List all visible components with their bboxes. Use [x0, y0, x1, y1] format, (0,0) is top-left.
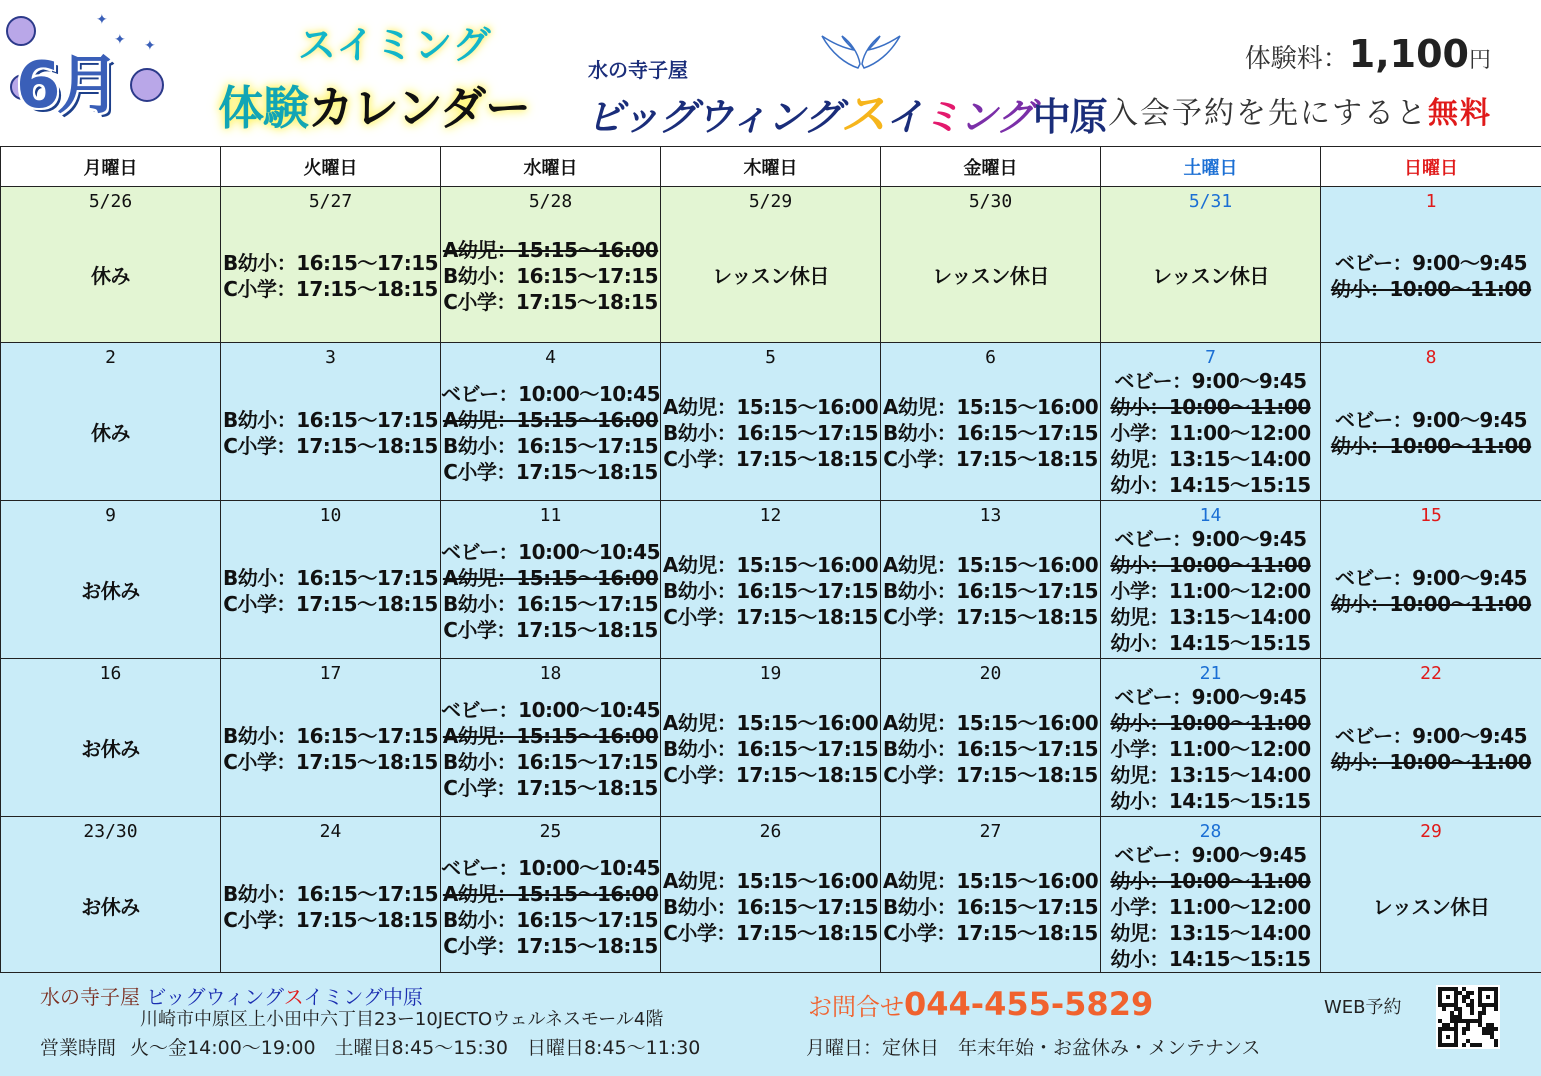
weekday-header-saturday: 土曜日 — [1101, 147, 1321, 187]
hydrangea-icon — [130, 68, 164, 102]
web-reservation-label: WEB予約 — [1324, 997, 1402, 1018]
class-slot: A幼児：15:15～16:00 — [882, 394, 1099, 419]
day-date: 18 — [539, 663, 562, 684]
class-slot: C小学：17:15～18:15 — [443, 289, 658, 314]
month-title: 6月 — [16, 49, 117, 123]
wing-icon — [818, 34, 904, 74]
day-schedule — [441, 529, 660, 658]
phone-contact — [808, 985, 1153, 1023]
class-slot: B幼小：16:15～17:15 — [882, 736, 1099, 761]
class-slot: C小学：17:15～18:15 — [883, 920, 1098, 945]
title-calendar: カレンダー — [308, 81, 531, 135]
class-slot: B幼小：16:15～17:15 — [442, 591, 659, 616]
week-row — [1, 187, 1541, 343]
week-row — [1, 343, 1541, 501]
day-cell[interactable] — [221, 343, 441, 501]
title-trial-calendar — [218, 72, 530, 138]
day-schedule — [1101, 684, 1320, 816]
day-date: 24 — [319, 821, 342, 842]
day-cell[interactable] — [441, 501, 661, 659]
week-row — [1, 817, 1541, 975]
class-slot: レッスン休日 — [1372, 894, 1490, 919]
day-schedule — [441, 215, 660, 342]
day-schedule — [1321, 687, 1541, 816]
class-slot: B幼小：16:15～17:15 — [662, 736, 879, 761]
class-slot: C小学：17:15～18:15 — [443, 617, 658, 642]
class-slot-full: A幼児：15:15～16:00 — [442, 407, 659, 432]
qr-module — [1462, 1043, 1466, 1047]
qr-module — [1482, 1011, 1486, 1015]
day-cell[interactable] — [1101, 187, 1321, 343]
day-cell[interactable] — [1, 187, 221, 343]
day-schedule — [1, 529, 220, 658]
day-schedule — [1, 371, 220, 500]
day-cell[interactable] — [1101, 817, 1321, 975]
day-cell[interactable] — [661, 817, 881, 975]
qr-module — [1454, 1043, 1458, 1047]
qr-module — [1446, 995, 1450, 999]
class-slot: ベビー：10:00～10:45 — [440, 539, 661, 564]
brand-i: イ — [885, 95, 923, 139]
weekday-header-row — [1, 147, 1541, 187]
day-cell[interactable] — [661, 187, 881, 343]
class-slot: C小学：17:15～18:15 — [223, 276, 438, 301]
qr-module — [1486, 995, 1490, 999]
class-slot: ベビー：9:00～9:45 — [1114, 842, 1307, 867]
day-cell[interactable] — [1, 817, 221, 975]
class-slot: ベビー：9:00～9:45 — [1334, 250, 1528, 275]
day-schedule — [881, 215, 1100, 342]
sparkle-icon: ✦ — [144, 38, 156, 54]
class-slot: B幼小：16:15～17:15 — [662, 420, 879, 445]
weekday-header: 月曜日 — [1, 147, 221, 187]
day-cell[interactable] — [661, 501, 881, 659]
class-slot: C小学：17:15～18:15 — [223, 907, 438, 932]
weekday-header: 木曜日 — [661, 147, 881, 187]
day-cell[interactable] — [221, 501, 441, 659]
day-date: 5 — [765, 347, 776, 368]
class-slot: C小学：17:15～18:15 — [223, 433, 438, 458]
school-name-c: ス — [283, 985, 304, 1009]
week-row — [1, 501, 1541, 659]
day-date: 3 — [325, 347, 336, 368]
day-schedule — [1101, 842, 1320, 974]
day-date: 27 — [979, 821, 1002, 842]
class-slot: レッスン休日 — [932, 263, 1049, 288]
day-schedule — [221, 687, 440, 816]
sparkle-icon: ✦ — [96, 12, 108, 28]
brand-name — [586, 78, 1107, 144]
week-row — [1, 659, 1541, 817]
day-date: 8 — [1425, 347, 1437, 368]
join-note — [1108, 88, 1492, 132]
month-badge — [6, 12, 166, 123]
class-slot: 幼小：14:15～15:15 — [1110, 788, 1311, 813]
class-slot: B幼小：16:15～17:15 — [882, 894, 1099, 919]
class-slot-full: 幼小：10:00～11:00 — [1330, 276, 1532, 301]
class-slot: ベビー：9:00～9:45 — [1114, 526, 1307, 551]
day-cell[interactable] — [881, 187, 1101, 343]
calendar-table — [0, 146, 1541, 975]
qr-code-icon[interactable] — [1436, 985, 1500, 1049]
class-slot: 休み — [91, 263, 130, 288]
qr-module — [1462, 1031, 1466, 1035]
day-schedule — [1101, 526, 1320, 658]
day-cell[interactable] — [1321, 501, 1541, 659]
class-slot: C小学：17:15～18:15 — [883, 446, 1098, 471]
day-date: 1 — [1425, 191, 1437, 212]
qr-module — [1494, 1007, 1498, 1011]
qr-module — [1494, 1043, 1498, 1047]
day-cell[interactable] — [1101, 343, 1321, 501]
class-slot: B幼小：16:15～17:15 — [662, 894, 879, 919]
address: 川崎市中原区上小田中六丁目23ー10JECTOウェルネスモール4階 — [140, 1009, 664, 1030]
day-date: 5/30 — [968, 191, 1013, 212]
day-schedule — [881, 529, 1100, 658]
business-hours: 営業時間 火～金14:00～19:00 土曜日8:45～15:30 日曜日8:45～11:30 — [40, 1037, 701, 1059]
class-slot: B幼小：16:15～17:15 — [222, 250, 439, 275]
day-cell[interactable] — [221, 187, 441, 343]
qr-module — [1478, 1043, 1482, 1047]
day-schedule — [661, 845, 880, 974]
class-slot-full: A幼児：15:15～16:00 — [442, 723, 659, 748]
weekday-header: 水曜日 — [441, 147, 661, 187]
day-cell[interactable] — [441, 659, 661, 817]
day-date: 5/26 — [88, 191, 133, 212]
class-slot-full: 幼小：10:00～11:00 — [1330, 749, 1532, 774]
day-schedule — [661, 215, 880, 342]
class-slot: C小学：17:15～18:15 — [223, 591, 438, 616]
class-slot-full: 幼小：10:00～11:00 — [1110, 552, 1311, 577]
day-schedule — [441, 687, 660, 816]
brand-location: 中原 — [1032, 95, 1107, 139]
day-cell[interactable] — [881, 817, 1101, 975]
day-cell[interactable] — [441, 817, 661, 975]
class-slot: ベビー：9:00～9:45 — [1334, 407, 1528, 432]
day-cell[interactable] — [881, 501, 1101, 659]
class-slot: A幼児：15:15～16:00 — [882, 552, 1099, 577]
day-date: 13 — [979, 505, 1002, 526]
day-date: 21 — [1199, 663, 1222, 684]
day-date: 5/29 — [748, 191, 793, 212]
day-schedule — [1321, 371, 1541, 500]
day-date: 25 — [539, 821, 562, 842]
day-date: 23/30 — [83, 821, 138, 842]
day-cell[interactable] — [1321, 659, 1541, 817]
class-slot: B幼小：16:15～17:15 — [222, 407, 439, 432]
day-date: 22 — [1420, 663, 1442, 684]
qr-module — [1446, 1035, 1450, 1039]
class-slot: レッスン休日 — [712, 263, 829, 288]
class-slot: 幼児：13:15～14:00 — [1110, 604, 1311, 629]
class-slot: B幼小：16:15～17:15 — [222, 565, 439, 590]
school-name-e: 中原 — [382, 985, 423, 1009]
join-text: 入会予約を先にすると — [1108, 96, 1428, 131]
day-schedule — [1321, 529, 1541, 658]
class-slot: 幼児：13:15～14:00 — [1110, 446, 1311, 471]
class-slot: お休み — [81, 736, 140, 761]
class-slot: 小学：11:00～12:00 — [1110, 736, 1311, 761]
day-date: 5/27 — [308, 191, 353, 212]
class-slot: B幼小：16:15～17:15 — [882, 578, 1099, 603]
day-date: 11 — [539, 505, 562, 526]
class-slot: B幼小：16:15～17:15 — [442, 907, 659, 932]
weekday-header-sunday: 日曜日 — [1321, 147, 1541, 187]
class-slot: C小学：17:15～18:15 — [663, 446, 878, 471]
day-cell[interactable] — [1, 659, 221, 817]
day-date: 5/31 — [1188, 191, 1233, 212]
day-cell[interactable] — [1321, 343, 1541, 501]
day-cell[interactable] — [221, 817, 441, 975]
class-slot: 小学：11:00～12:00 — [1110, 578, 1311, 603]
class-slot: お休み — [81, 578, 140, 603]
day-cell[interactable] — [661, 343, 881, 501]
brand-bigwing: ビッグウィング — [586, 95, 841, 139]
day-schedule — [221, 529, 440, 658]
class-slot: B幼小：16:15～17:15 — [222, 881, 439, 906]
day-date: 14 — [1199, 505, 1222, 526]
class-slot: C小学：17:15～18:15 — [223, 749, 438, 774]
class-slot-full: 幼小：10:00～11:00 — [1110, 868, 1311, 893]
day-date: 28 — [1199, 821, 1222, 842]
class-slot: お休み — [81, 894, 140, 919]
qr-module — [1494, 1027, 1498, 1031]
school-name-d: イミング — [303, 985, 383, 1009]
title-trial: 体験 — [218, 81, 308, 135]
class-slot: ベビー：9:00～9:45 — [1114, 684, 1307, 709]
fee-value: 1,100 — [1348, 32, 1469, 76]
class-slot: レッスン休日 — [1152, 263, 1269, 288]
day-cell[interactable] — [1321, 187, 1541, 343]
brand-ng: ング — [959, 95, 1033, 139]
day-schedule — [661, 371, 880, 500]
fee-label: 体験料： — [1244, 44, 1349, 74]
class-slot: ベビー：10:00～10:45 — [440, 855, 661, 880]
day-schedule — [881, 845, 1100, 974]
class-slot: B幼小：16:15～17:15 — [662, 578, 879, 603]
class-slot: A幼児：15:15～16:00 — [882, 710, 1099, 735]
day-schedule — [221, 371, 440, 500]
class-slot: ベビー：9:00～9:45 — [1114, 368, 1307, 393]
class-slot: C小学：17:15～18:15 — [663, 762, 878, 787]
day-schedule — [1, 687, 220, 816]
day-schedule — [1, 845, 220, 974]
day-cell[interactable] — [881, 659, 1101, 817]
class-slot: A幼児：15:15～16:00 — [662, 710, 879, 735]
class-slot: C小学：17:15～18:15 — [443, 775, 658, 800]
day-date: 15 — [1420, 505, 1442, 526]
weekday-header: 火曜日 — [221, 147, 441, 187]
day-date: 20 — [979, 663, 1002, 684]
trial-fee — [1245, 32, 1491, 76]
day-date: 2 — [105, 347, 116, 368]
class-slot-full: 幼小：10:00～11:00 — [1330, 591, 1532, 616]
class-slot: C小学：17:15～18:15 — [443, 933, 658, 958]
weekday-header: 金曜日 — [881, 147, 1101, 187]
fee-unit: 円 — [1468, 48, 1491, 73]
brand-mi: ミ — [922, 95, 960, 139]
day-schedule — [1321, 845, 1541, 974]
day-schedule — [441, 371, 660, 500]
class-slot: 小学：11:00～12:00 — [1110, 420, 1311, 445]
class-slot-full: 幼小：10:00～11:00 — [1110, 710, 1311, 735]
day-schedule — [1, 215, 220, 342]
qr-module — [1470, 1011, 1474, 1015]
calendar-body — [1, 187, 1541, 975]
day-date: 17 — [319, 663, 342, 684]
class-slot: C小学：17:15～18:15 — [883, 762, 1098, 787]
day-cell[interactable] — [1321, 817, 1541, 975]
day-schedule — [661, 687, 880, 816]
class-slot: B幼小：16:15～17:15 — [442, 263, 659, 288]
class-slot-full: A幼児：15:15～16:00 — [442, 881, 659, 906]
class-slot: 幼児：13:15～14:00 — [1110, 762, 1311, 787]
join-free: 無料 — [1428, 96, 1492, 131]
day-cell[interactable] — [661, 659, 881, 817]
day-cell[interactable] — [1101, 501, 1321, 659]
day-date: 10 — [319, 505, 342, 526]
day-date: 16 — [99, 663, 122, 684]
day-schedule — [1101, 368, 1320, 500]
day-cell[interactable] — [881, 343, 1101, 501]
day-date: 29 — [1420, 821, 1442, 842]
class-slot: ベビー：10:00～10:45 — [440, 381, 661, 406]
class-slot: C小学：17:15～18:15 — [883, 604, 1098, 629]
class-slot: C小学：17:15～18:15 — [663, 920, 878, 945]
qr-module — [1470, 991, 1474, 995]
class-slot: A幼児：15:15～16:00 — [662, 552, 879, 577]
day-schedule — [881, 371, 1100, 500]
day-date: 6 — [985, 347, 996, 368]
class-slot: ベビー：9:00～9:45 — [1334, 565, 1528, 590]
day-schedule — [221, 845, 440, 974]
brand-subtitle: 水の寺子屋 — [588, 58, 688, 82]
school-name-b: ビッグウィング — [146, 985, 284, 1009]
footer — [0, 972, 1541, 1076]
class-slot: 幼小：14:15～15:15 — [1110, 630, 1311, 655]
day-cell[interactable] — [1101, 659, 1321, 817]
day-date: 12 — [759, 505, 782, 526]
class-slot: B幼小：16:15～17:15 — [882, 420, 1099, 445]
day-schedule — [661, 529, 880, 658]
class-slot: A幼児：15:15～16:00 — [662, 394, 879, 419]
day-date: 5/28 — [528, 191, 573, 212]
day-date: 4 — [545, 347, 556, 368]
day-date: 19 — [759, 663, 782, 684]
class-slot-full: 幼小：10:00～11:00 — [1110, 394, 1311, 419]
day-schedule — [881, 687, 1100, 816]
class-slot: C小学：17:15～18:15 — [663, 604, 878, 629]
class-slot: B幼小：16:15～17:15 — [442, 433, 659, 458]
sparkle-icon: ✦ — [114, 32, 126, 48]
class-slot: 幼児：13:15～14:00 — [1110, 920, 1311, 945]
class-slot: ベビー：9:00～9:45 — [1334, 723, 1528, 748]
day-date: 26 — [759, 821, 782, 842]
class-slot-full: A幼児：15:15～16:00 — [442, 237, 659, 262]
day-date: 7 — [1205, 347, 1216, 368]
day-schedule — [441, 845, 660, 974]
day-schedule — [221, 215, 440, 342]
day-cell[interactable] — [221, 659, 441, 817]
class-slot: B幼小：16:15～17:15 — [442, 749, 659, 774]
day-schedule — [1101, 215, 1320, 342]
class-slot: A幼児：15:15～16:00 — [882, 868, 1099, 893]
class-slot: A幼児：15:15～16:00 — [662, 868, 879, 893]
class-slot: 小学：11:00～12:00 — [1110, 894, 1311, 919]
class-slot-full: 幼小：10:00～11:00 — [1330, 433, 1532, 458]
class-slot: ベビー：10:00～10:45 — [440, 697, 661, 722]
class-slot: 幼小：14:15～15:15 — [1110, 946, 1311, 971]
day-date: 9 — [105, 505, 116, 526]
day-cell[interactable] — [441, 343, 661, 501]
qr-module — [1442, 1007, 1446, 1011]
qr-module — [1466, 1027, 1470, 1031]
brand-s: ス — [840, 87, 886, 141]
class-slot: 幼小：14:15～15:15 — [1110, 472, 1311, 497]
phone-number[interactable]: 044-455-5829 — [904, 985, 1154, 1023]
title-swimming: スイミング — [298, 23, 492, 67]
day-cell[interactable] — [1, 501, 221, 659]
class-slot-full: A幼児：15:15～16:00 — [442, 565, 659, 590]
closed-days: 月曜日：定休日 年末年始・お盆休み・メンテナンス — [806, 1037, 1261, 1059]
class-slot: C小学：17:15～18:15 — [443, 459, 658, 484]
day-schedule — [1321, 215, 1541, 342]
school-name-a: 水の寺子屋 — [40, 985, 147, 1009]
day-cell[interactable] — [441, 187, 661, 343]
class-slot: 休み — [91, 420, 130, 445]
header — [0, 0, 1541, 146]
phone-label: お問合せ — [808, 993, 904, 1021]
day-cell[interactable] — [1, 343, 221, 501]
class-slot: B幼小：16:15～17:15 — [222, 723, 439, 748]
